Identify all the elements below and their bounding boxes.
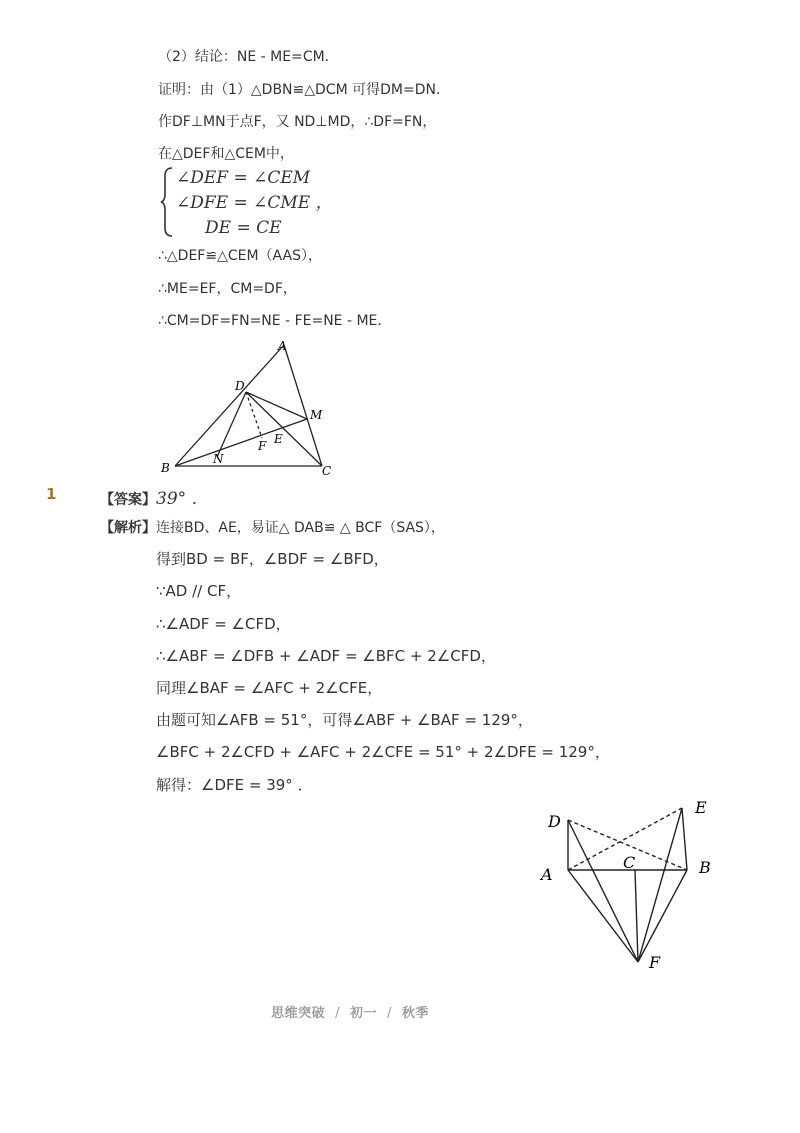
footer-part3: 秋季	[401, 1006, 429, 1021]
analysis-tag: 【解析】	[100, 520, 156, 536]
proof-line-2: 作DF⊥MN于点F，又 ND⊥MD，∴DF=FN，	[158, 114, 437, 130]
label-D: D	[548, 812, 561, 831]
analysis-step-3: ∴∠ADF = ∠CFD，	[156, 615, 291, 633]
label-B: B	[161, 461, 170, 475]
system-eq-2: ∠DFE = ∠CME ，	[176, 193, 333, 213]
quadrilateral-figure	[535, 795, 725, 980]
label-E: E	[695, 798, 707, 817]
label-A: A	[541, 865, 553, 884]
footer-part1: 思维突破	[271, 1006, 326, 1021]
conclusion-line: （2）结论：NE - ME=CM．	[158, 49, 339, 65]
proof-line-6: ∴CM=DF=FN=NE - FE=NE - ME．	[158, 313, 392, 329]
label-E: E	[274, 432, 283, 446]
footer-sep-1: /	[335, 1006, 340, 1021]
label-D: D	[235, 379, 245, 393]
analysis-step-7: ∠BFC + 2∠CFD + ∠AFC + 2∠CFE = 51° + 2∠DFE = 129°，	[156, 743, 610, 761]
triangle-figure	[155, 335, 355, 485]
label-N: N	[213, 452, 224, 466]
label-A: A	[278, 339, 287, 353]
analysis-step-8: 解得：∠DFE = 39° ．	[156, 776, 313, 794]
label-F: F	[649, 953, 661, 972]
label-M: M	[310, 408, 323, 422]
label-F: F	[258, 439, 267, 453]
analysis-step-2: ∵AD // CF，	[156, 582, 242, 600]
system-eq-3: DE = CE	[205, 218, 282, 238]
question-number: 1	[46, 485, 57, 503]
footer-part2: 初一	[349, 1006, 377, 1021]
footer-sep-2: /	[387, 1006, 392, 1021]
label-C: C	[322, 464, 332, 478]
proof-line-5: ∴ME=EF，CM=DF，	[158, 281, 297, 297]
left-brace	[160, 166, 174, 238]
label-C: C	[623, 853, 636, 872]
proof-line-4: ∴△DEF≌△CEM（AAS），	[158, 248, 322, 264]
proof-line-1: 证明：由（1）△DBN≌△DCM 可得DM=DN．	[158, 82, 450, 98]
analysis-step-6: 由题可知∠AFB = 51°，可得∠ABF + ∠BAF = 129°，	[156, 711, 533, 729]
analysis-step-4: ∴∠ABF = ∠DFB + ∠ADF = ∠BFC + 2∠CFD，	[156, 647, 496, 665]
label-B: B	[699, 858, 711, 877]
analysis-line	[100, 517, 445, 537]
proof-line-3: 在△DEF和△CEM中，	[158, 146, 294, 162]
analysis-step-1: 得到BD = BF，∠BDF = ∠BFD，	[156, 550, 389, 568]
system-eq-1: ∠DEF = ∠CEM	[176, 168, 311, 188]
answer-value: 39° ．	[156, 489, 209, 509]
answer-line	[100, 484, 209, 509]
analysis-first: 连接BD、AE，易证△ DAB≌ △ BCF（SAS），	[156, 520, 445, 536]
analysis-step-5: 同理∠BAF = ∠AFC + 2∠CFE，	[156, 679, 383, 697]
answer-tag: 【答案】	[100, 492, 156, 508]
page-footer	[0, 1002, 700, 1021]
